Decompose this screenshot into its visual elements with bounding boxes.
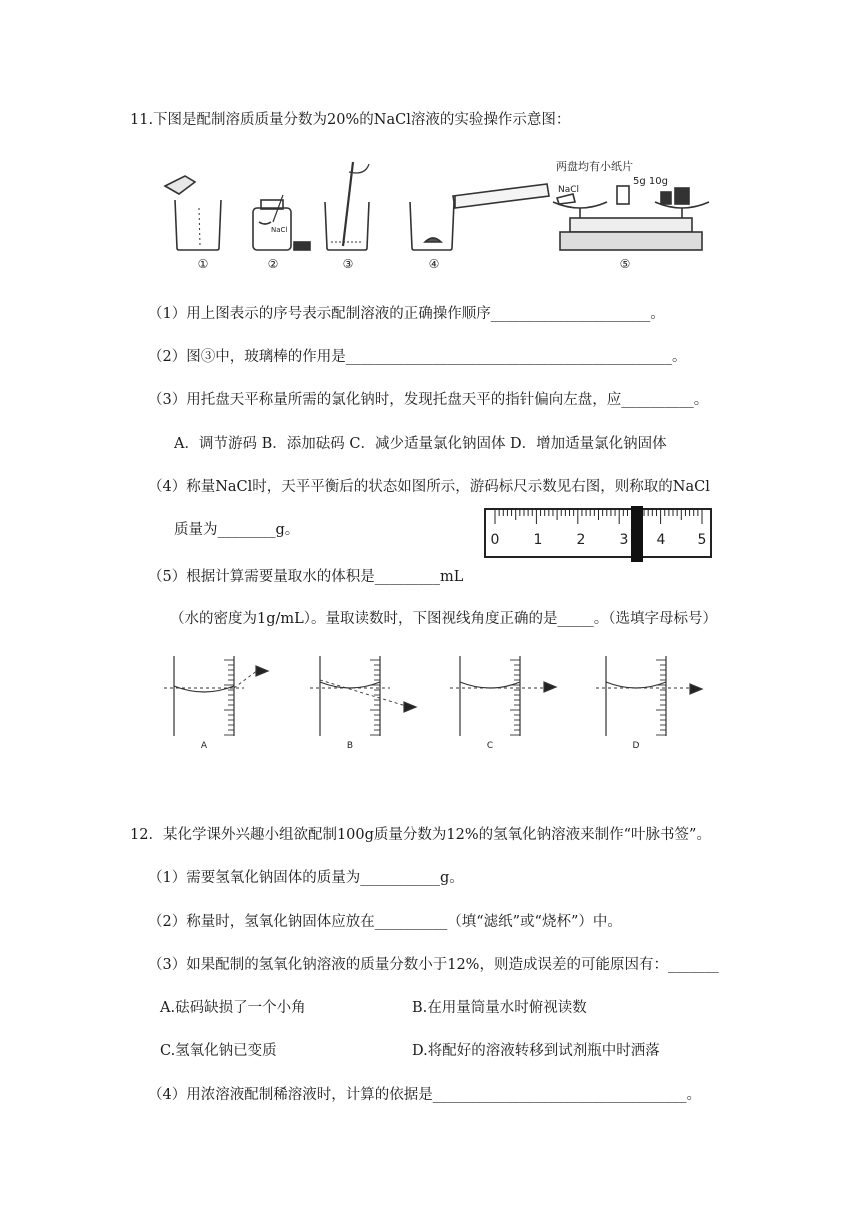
cylinder-label-a: A: [200, 741, 208, 751]
nacl-label: NaCl: [558, 185, 580, 195]
q12-part2: （2）称量时，氢氧化钠固体应放在__________（填“滤纸”或“烧杯”）中。: [148, 914, 622, 930]
cylinder-b-icon: [310, 656, 416, 736]
ruler-label-1: 1: [533, 532, 543, 548]
q11-stem: 11.下图是配制溶质质量分数为20%的NaCl溶液的实验操作示意图：: [130, 112, 571, 128]
q12-part1: （1）需要氢氧化钠固体的质量为___________g。: [148, 870, 464, 886]
cylinder-a-icon: [164, 656, 268, 736]
ruler-label-2: 2: [576, 532, 586, 548]
cylinder-label-d: D: [632, 741, 640, 751]
cylinder-reading-figure: [160, 652, 720, 752]
weights-label: 5g 10g: [633, 176, 668, 187]
step4-beaker-icon: [410, 184, 549, 250]
step1-beaker-icon: [165, 176, 221, 250]
cylinder-label-c: C: [486, 741, 494, 751]
q11-part3: （3）用托盘天平称量所需的氯化钠时，发现托盘天平的指针偏向左盘，应__________。: [148, 392, 709, 408]
step2-bottle-icon: [253, 195, 310, 250]
ruler-label-4: 4: [656, 532, 666, 548]
q11-part1: （1）用上图表示的序号表示配制溶液的正确操作顺序______________________。: [148, 306, 665, 322]
q11-options: A．调节游码 B．添加砝码 C．减少适量氯化钠固体 D．增加适量氯化钠固体: [174, 436, 667, 452]
bottle-nacl-label: NaCl: [271, 226, 288, 234]
scale-caption: 两盘均有小纸片: [556, 160, 633, 173]
q11-part5-line2: （水的密度为1g/mL）。量取读数时，下图视线角度正确的是_____。（选填字母标号）: [170, 611, 718, 627]
q12-part3: （3）如果配制的氢氧化钠溶液的质量分数小于12%，则造成误差的可能原因有：_______: [148, 957, 719, 973]
q11-procedure-figure: [155, 150, 715, 275]
cylinder-d-icon: [596, 656, 702, 736]
q12-stem: 12．某化学课外兴趣小组欲配制100g质量分数为12%的氢氧化钠溶液来制作“叶脉书签”。: [130, 827, 711, 843]
ruler-label-5: 5: [697, 532, 707, 548]
step5-scale-icon: [553, 186, 709, 250]
step3-beaker-icon: [325, 162, 369, 250]
cylinder-c-icon: [450, 656, 556, 736]
ruler-label-3: 3: [619, 532, 629, 548]
rider-marker: [631, 506, 643, 562]
q11-part4-line1: （4）称量NaCl时，天平平衡后的状态如图所示，游码标尺示数见右图，则称取的NaCl: [148, 479, 710, 495]
q11-part2: （2）图③中，玻璃棒的作用是_____________________________________________。: [148, 349, 687, 365]
step-label-3: ③: [342, 257, 354, 271]
q12-part4: （4）用浓溶液配制稀溶液时，计算的依据是___________________________________。: [148, 1087, 701, 1103]
q12-option-a: A.砝码缺损了一个小角: [160, 1000, 306, 1016]
q11-part4-line2: 质量为________g。: [174, 522, 300, 538]
step-label-1: ①: [197, 257, 209, 271]
cylinder-label-b: B: [346, 741, 354, 751]
step-label-4: ④: [428, 257, 440, 271]
step-label-2: ②: [267, 257, 279, 271]
q11-part5-line1: （5）根据计算需要量取水的体积是_________mL: [148, 569, 464, 585]
ruler-label-0: 0: [490, 532, 500, 548]
q12-option-c: C.氢氧化钠已变质: [160, 1043, 277, 1059]
step-label-5: ⑤: [619, 257, 631, 271]
q12-option-d: D.将配好的溶液转移到试剂瓶中时洒落: [412, 1043, 660, 1059]
rider-ruler-figure: [482, 506, 716, 564]
q12-option-b: B.在用量筒量水时俯视读数: [412, 1000, 587, 1016]
